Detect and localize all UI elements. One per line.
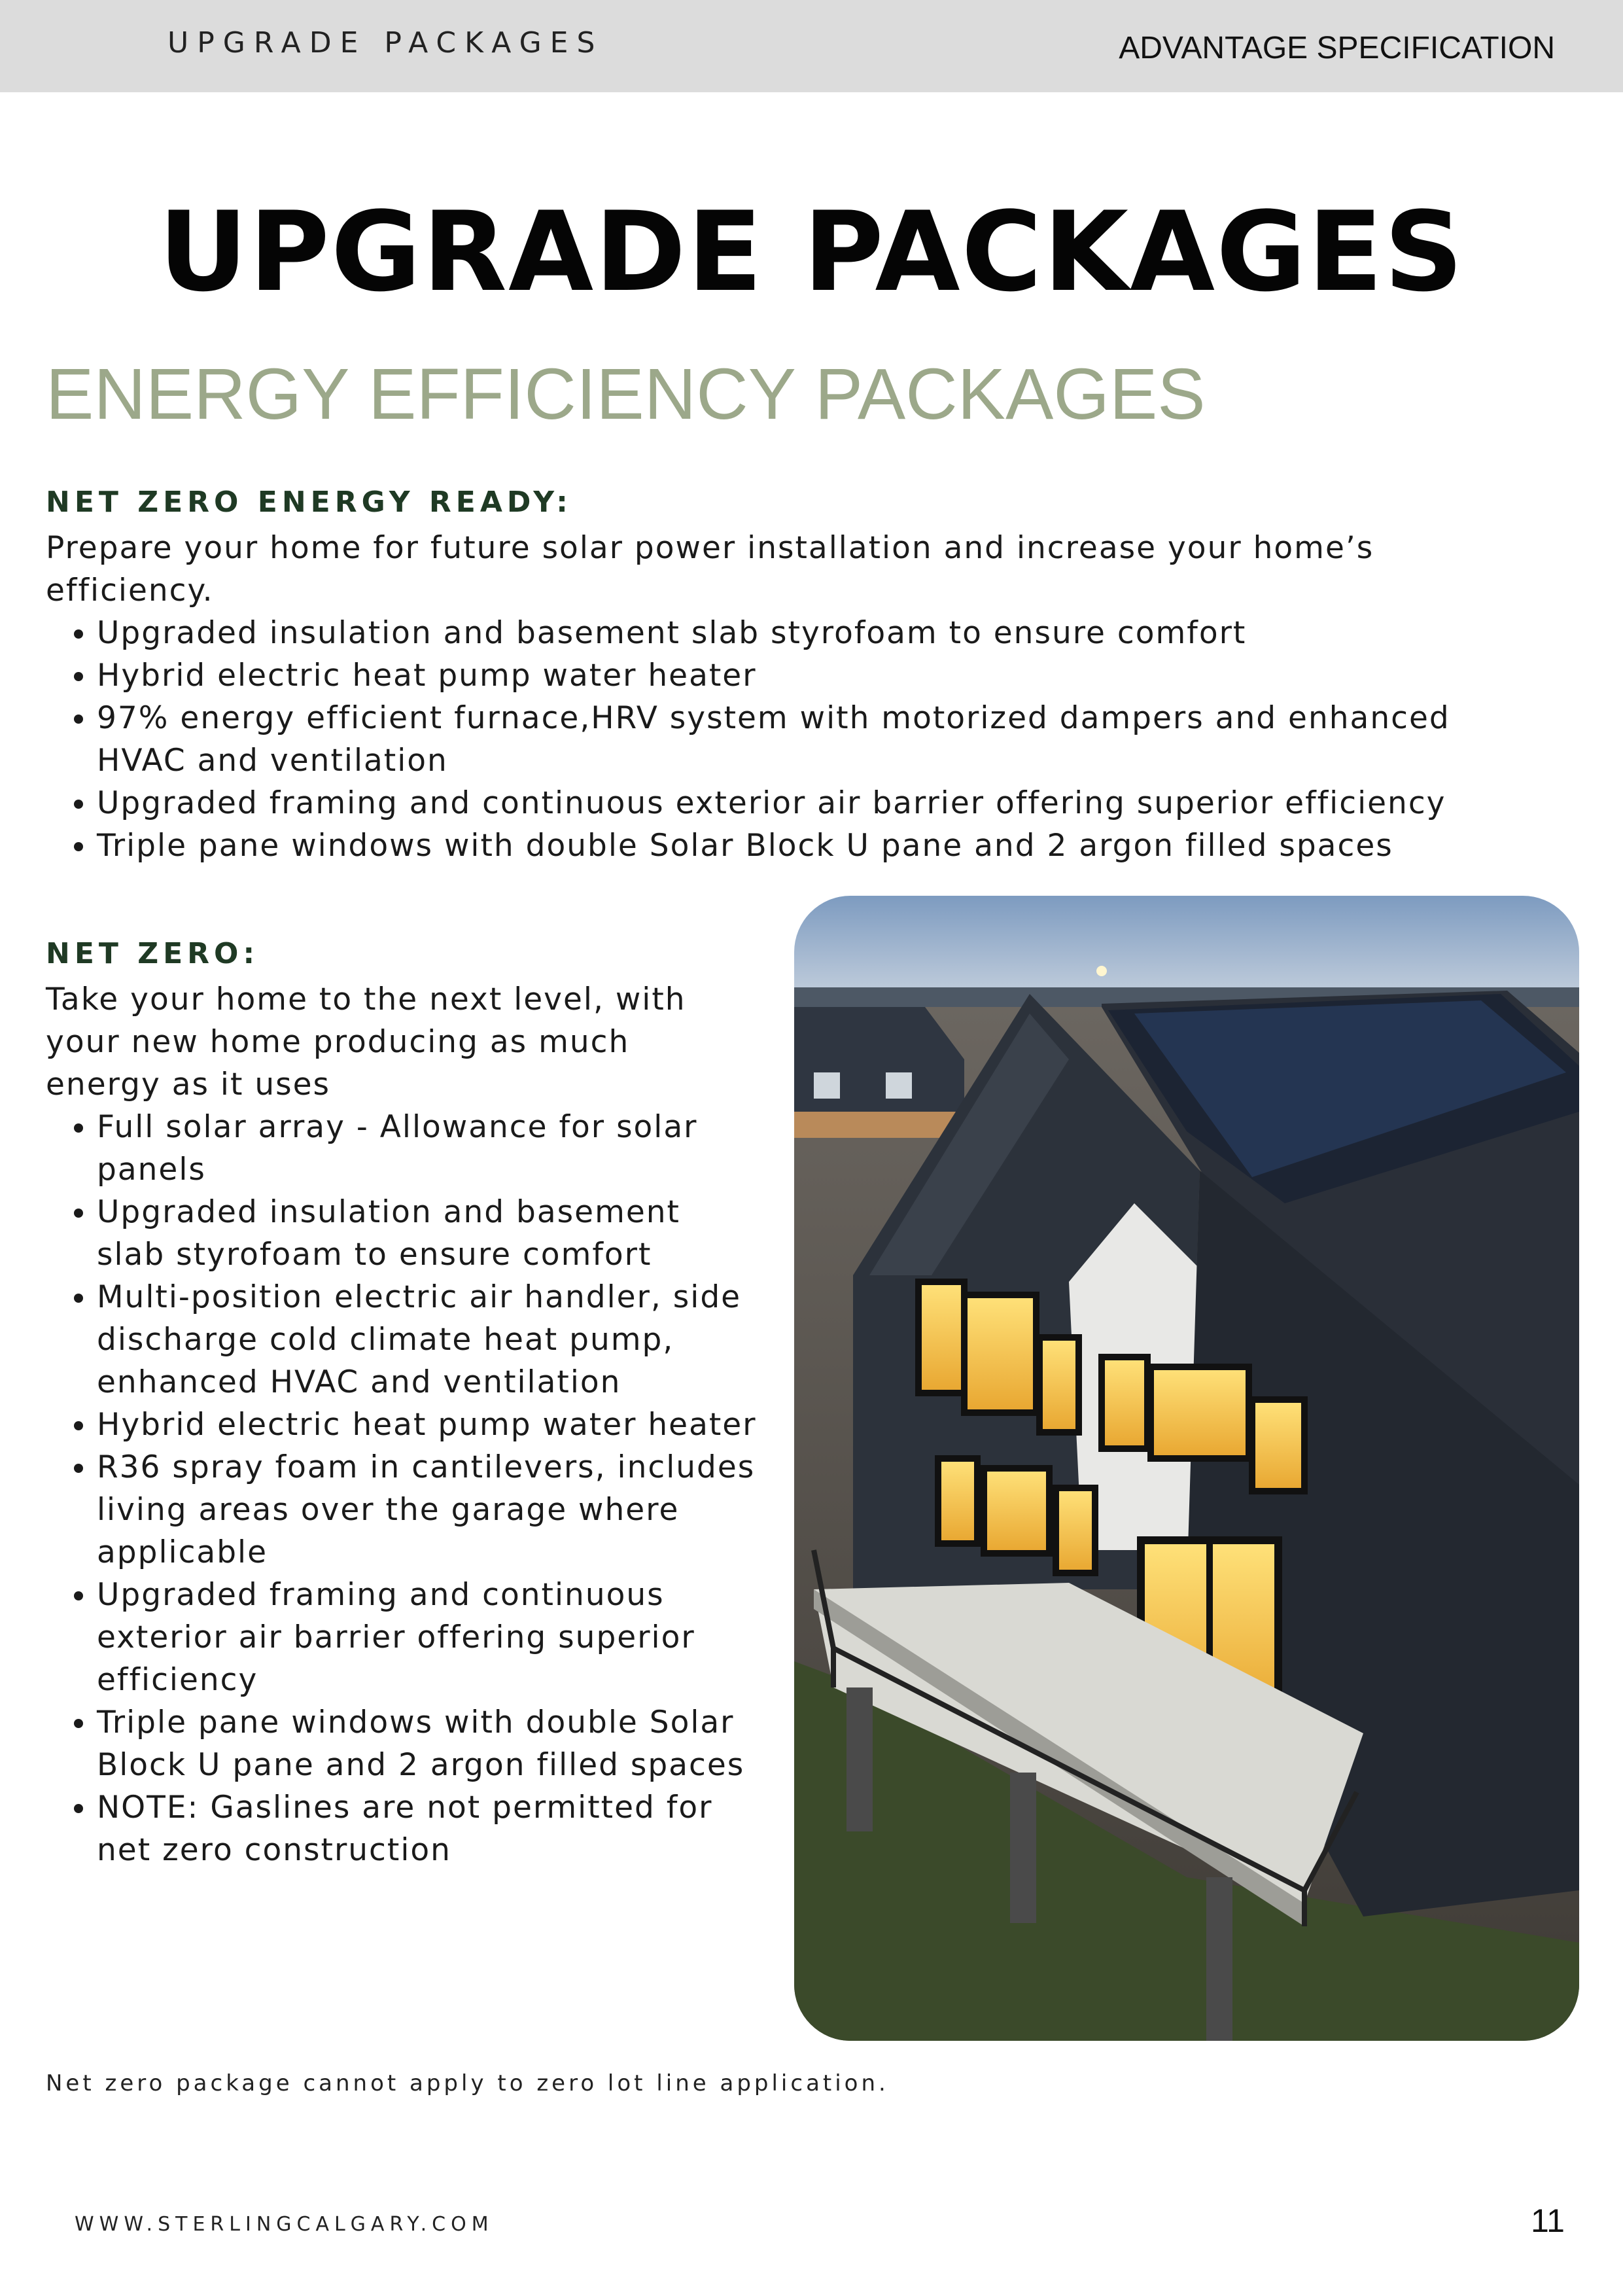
list-item: • Upgraded insulation and basement slab styrofoam to ensure comfort <box>97 1191 758 1276</box>
footer-website: WWW.STERLINGCALGARY.COM <box>75 2213 494 2236</box>
list-item: • Upgraded framing and continuous exterior air barrier offering superior efficiency <box>97 1574 758 1701</box>
feature-list-net-zero <box>46 1106 758 1871</box>
list-item: • Upgraded insulation and basement slab styrofoam to ensure comfort <box>97 612 1503 654</box>
house-photo <box>794 896 1579 2041</box>
section-heading-net-zero: NET ZERO: <box>46 937 260 970</box>
list-item: • 97% energy efficient furnace,HRV system with motorized dampers and enhanced HVAC and ventilation <box>97 697 1503 782</box>
list-item: • Triple pane windows with double Solar Block U pane and 2 argon filled spaces <box>97 1701 758 1786</box>
header-right-label: ADVANTAGE SPECIFICATION <box>1119 31 1555 65</box>
list-item: • Triple pane windows with double Solar Block U pane and 2 argon filled spaces <box>97 824 1503 867</box>
list-item: • Hybrid electric heat pump water heater <box>97 654 1503 697</box>
list-item: • Hybrid electric heat pump water heater <box>97 1404 758 1446</box>
section-intro-net-zero-energy-ready: Prepare your home for future solar power installation and increase your home’s efficiency. <box>46 530 1374 609</box>
list-item: • Upgraded framing and continuous exterior air barrier offering superior efficiency <box>97 782 1503 824</box>
feature-list-net-zero-energy-ready <box>46 612 1503 867</box>
list-item: • R36 spray foam in cantilevers, includes living areas over the garage where applicable <box>97 1446 758 1574</box>
footnote: Net zero package cannot apply to zero lot line application. <box>46 2070 889 2096</box>
section-intro-net-zero: Take your home to the next level, with your new home producing as much energy as it uses <box>46 981 686 1103</box>
page-title: UPGRADE PACKAGES <box>158 188 1465 316</box>
list-item: • Full solar array - Allowance for solar panels <box>97 1106 758 1191</box>
list-item: • NOTE: Gaslines are not permitted for net zero construction <box>97 1786 758 1871</box>
list-item: • Multi-position electric air handler, side discharge cold climate heat pump, enhanced HVAC and ventilation <box>97 1276 758 1404</box>
page-number: 11 <box>1531 2202 1565 2239</box>
page-subtitle: ENERGY EFFICIENCY PACKAGES <box>46 354 1206 434</box>
section-heading-net-zero-energy-ready: NET ZERO ENERGY READY: <box>46 486 572 519</box>
header-left-label: UPGRADE PACKAGES <box>167 26 604 60</box>
header-bar <box>0 0 1623 92</box>
